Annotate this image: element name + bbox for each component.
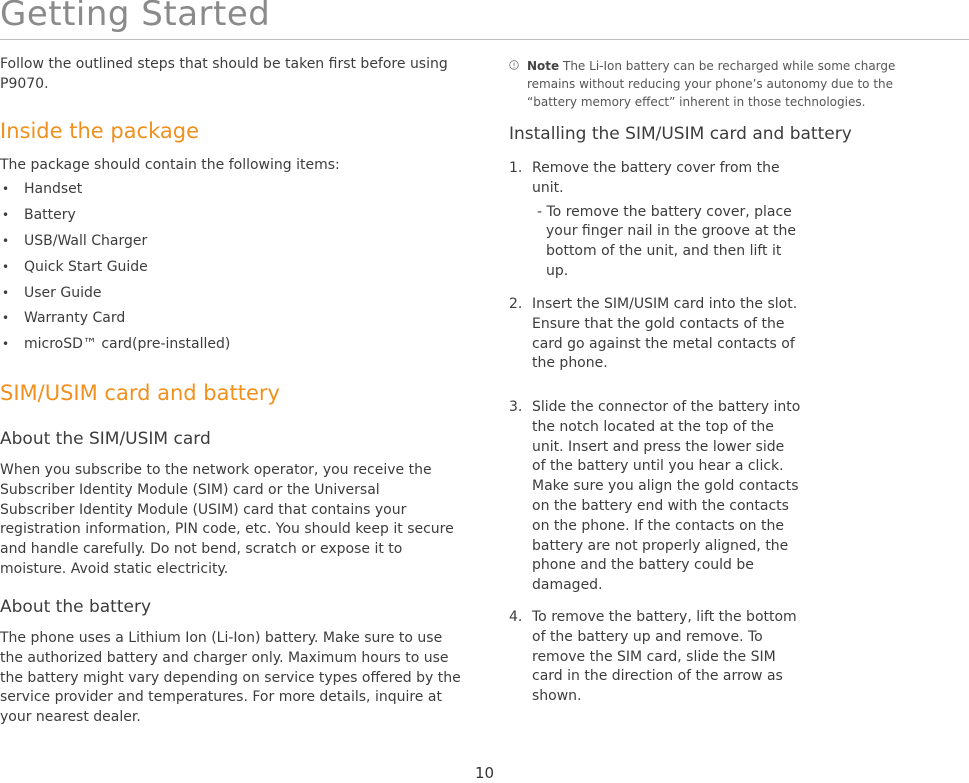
item-label: Handset bbox=[24, 181, 83, 197]
step-text: Slide the connector of the battery into the notch located at the top of the unit. Insert and press the lower side of the battery until you hear a click. Make sure you align the gold contacts on the battery end with the contacts on the phone. If the contacts on the battery are not properly aligned, the phone and the battery could be damaged. bbox=[532, 399, 801, 594]
item-label: microSD™ card(pre-installed) bbox=[24, 336, 231, 353]
step-number: 3. bbox=[509, 399, 523, 415]
list-item bbox=[0, 205, 230, 231]
inside-package-heading: Inside the package bbox=[0, 119, 199, 143]
step-text: Remove the battery cover from the unit. bbox=[532, 160, 780, 196]
bullet: • bbox=[2, 233, 10, 248]
item-label: USB/Wall Charger bbox=[24, 232, 148, 249]
page-number: 10 bbox=[475, 764, 495, 782]
note-box bbox=[509, 57, 929, 111]
about-battery-heading: About the battery bbox=[0, 597, 152, 617]
list-item bbox=[0, 231, 230, 257]
left-column bbox=[0, 55, 462, 726]
list-item bbox=[0, 334, 230, 360]
bullet: • bbox=[2, 311, 10, 326]
bullet: • bbox=[2, 259, 10, 274]
step-number: 2. bbox=[509, 296, 523, 312]
install-heading: Installing the SIM/USIM card and battery bbox=[509, 124, 852, 144]
bullet: • bbox=[2, 285, 10, 300]
right-column bbox=[509, 57, 929, 705]
bullet: • bbox=[2, 182, 10, 196]
package-intro: The package should contain the following items: bbox=[0, 157, 340, 173]
step-item bbox=[509, 608, 799, 707]
list-item bbox=[0, 308, 230, 334]
intro-text: Follow the outlined steps that should be taken first before using P9070. bbox=[0, 56, 448, 92]
page-title: Getting Started bbox=[0, 0, 271, 34]
sim-battery-heading: SIM/USIM card and battery bbox=[0, 381, 280, 405]
note-text: The Li-Ion battery can be recharged while some charge remains without reducing your phone’s autonomy due to the “battery memory effect” inherent in those technologies. bbox=[527, 59, 896, 109]
item-label: Quick Start Guide bbox=[24, 258, 148, 275]
about-sim-heading: About the SIM/USIM card bbox=[0, 429, 211, 449]
step-item bbox=[509, 398, 801, 596]
list-item bbox=[0, 283, 230, 309]
item-label: Warranty Card bbox=[24, 310, 126, 327]
step-number: 4. bbox=[509, 609, 523, 625]
step-subtext: - To remove the battery cover, place your finger nail in the groove at the bottom of the unit, and then lift it up. bbox=[537, 203, 796, 279]
info-icon bbox=[509, 60, 519, 70]
list-item bbox=[0, 179, 230, 205]
step-text: Insert the SIM/USIM card into the slot. Ensure that the gold contacts of the card go against the metal contacts of the phone. bbox=[532, 296, 798, 372]
step-item bbox=[509, 295, 799, 374]
title-divider bbox=[0, 39, 969, 40]
item-label: User Guide bbox=[24, 284, 102, 301]
bullet: • bbox=[2, 207, 10, 222]
step-item bbox=[509, 159, 799, 282]
bullet: • bbox=[2, 337, 10, 352]
note-label: Note bbox=[527, 59, 560, 73]
list-item bbox=[0, 257, 230, 283]
package-items-list bbox=[0, 179, 230, 360]
step-text: To remove the battery, lift the bottom of the battery up and remove. To remove the SIM card, slide the SIM card in the direction of the arrow as shown. bbox=[532, 609, 797, 705]
step-number: 1. bbox=[509, 160, 523, 176]
about-battery-text: The phone uses a Lithium Ion (Li-Ion) battery. Make sure to use the authorized battery and charger only. Maximum hours to use the battery might vary depending on service types offered by the service provider and temperatures. For more details, inquire at your nearest dealer. bbox=[0, 630, 461, 726]
item-label: Battery bbox=[24, 206, 76, 223]
about-sim-text: When you subscribe to the network operator, you receive the Subscriber Identity Module (SIM) card or the Universal Subscriber Identity Module (USIM) card that contains your registration information, PIN code, etc. You should keep it secure and handle carefully. Do not bend, scratch or expose it to moisture. Avoid static electricity. bbox=[0, 462, 454, 577]
